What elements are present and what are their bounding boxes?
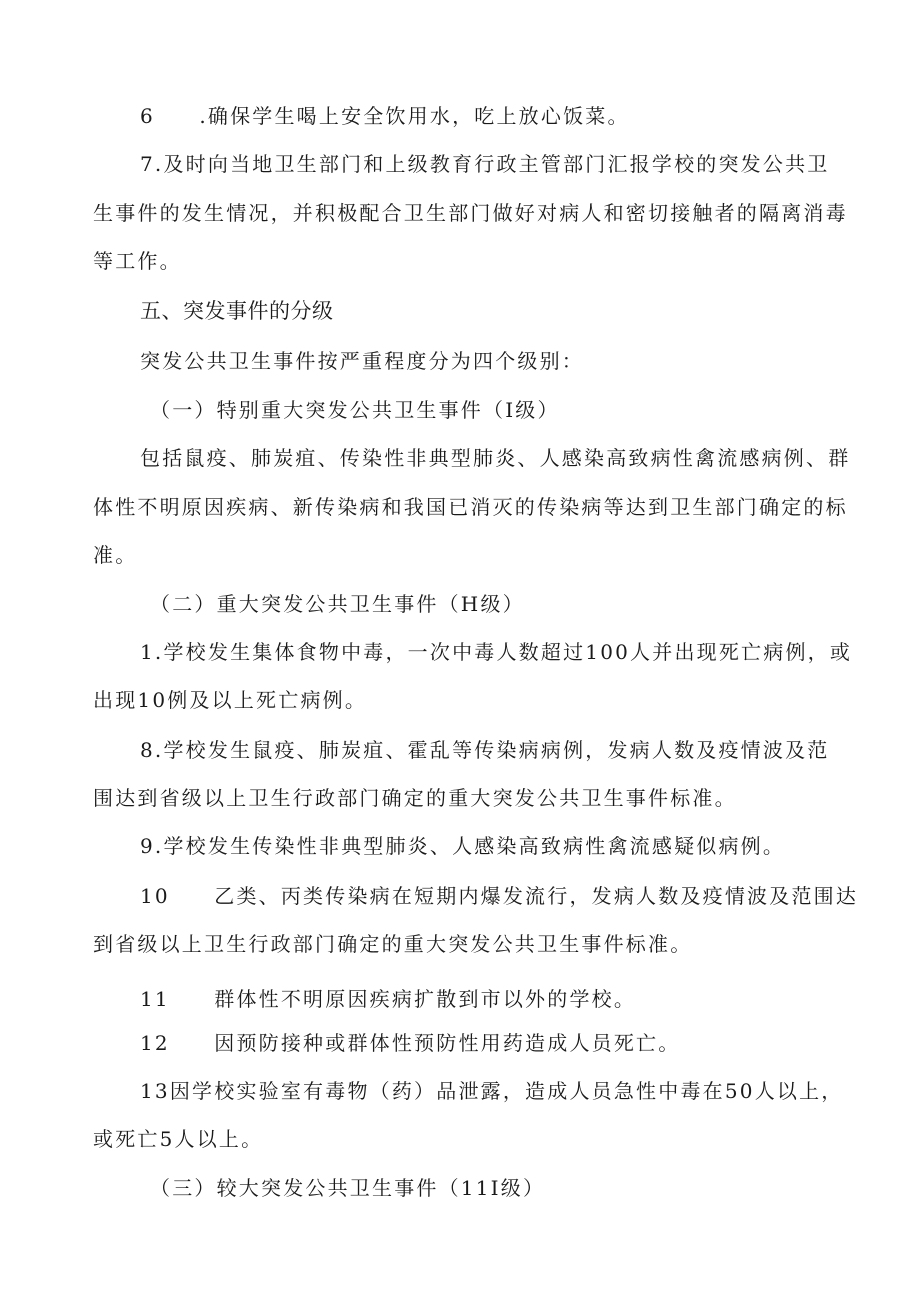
text-line: 6 .确保学生喝上安全饮用水，吃上放心饭菜。 — [140, 104, 630, 128]
text-line: 到省级以上卫生行政部门确定的重大突发公共卫生事件标准。 — [93, 932, 693, 956]
text-line: 准。 — [93, 543, 138, 567]
text-line: 生事件的发生情况，并积极配合卫生部门做好对病人和密切接触者的隔离消毒 — [93, 201, 848, 225]
text-line: 13因学校实验室有毒物（药）品泄露，造成人员急性中毒在50人以上， — [140, 1079, 844, 1103]
subsection-heading: （二）重大突发公共卫生事件（H级） — [150, 592, 525, 616]
text-line: 围达到省级以上卫生行政部门确定的重大突发公共卫生事件标准。 — [93, 786, 737, 810]
text-line: 包括鼠疫、肺炭疽、传染性非典型肺炎、人感染高致病性禽流感病例、群 — [140, 446, 851, 470]
text-line: 10 乙类、丙类传染病在短期内爆发流行，发病人数及疫情波及范围达 — [140, 884, 859, 908]
text-line: 或死亡5人以上。 — [93, 1127, 264, 1151]
text-line: 8.学校发生鼠疫、肺炭疽、霍乱等传染病病例，发病人数及疫情波及范 — [140, 738, 830, 762]
text-line: 12 因预防接种或群体性预防性用药造成人员死亡。 — [140, 1031, 681, 1055]
text-line: 1.学校发生集体食物中毒，一次中毒人数超过100人并出现死亡病例，或 — [140, 640, 853, 664]
subsection-heading: （一）特别重大突发公共卫生事件（I级） — [150, 398, 560, 422]
text-line: 等工作。 — [93, 249, 182, 273]
subsection-heading: （三）较大突发公共卫生事件（11I级） — [150, 1176, 546, 1200]
text-line: 出现10例及以上死亡病例。 — [93, 688, 368, 712]
text-line: 9.学校发生传染性非典型肺炎、人感染高致病性禽流感疑似病例。 — [140, 834, 786, 858]
text-line: 7.及时向当地卫生部门和上级教育行政主管部门汇报学校的突发公共卫 — [140, 152, 830, 176]
text-line: 突发公共卫生事件按严重程度分为四个级别： — [140, 349, 584, 373]
section-heading: 五、突发事件的分级 — [140, 299, 334, 323]
text-line: 11 群体性不明原因疾病扩散到市以外的学校。 — [140, 987, 637, 1011]
text-line: 体性不明原因疾病、新传染病和我国已消灭的传染病等达到卫生部门确定的标 — [93, 495, 848, 519]
